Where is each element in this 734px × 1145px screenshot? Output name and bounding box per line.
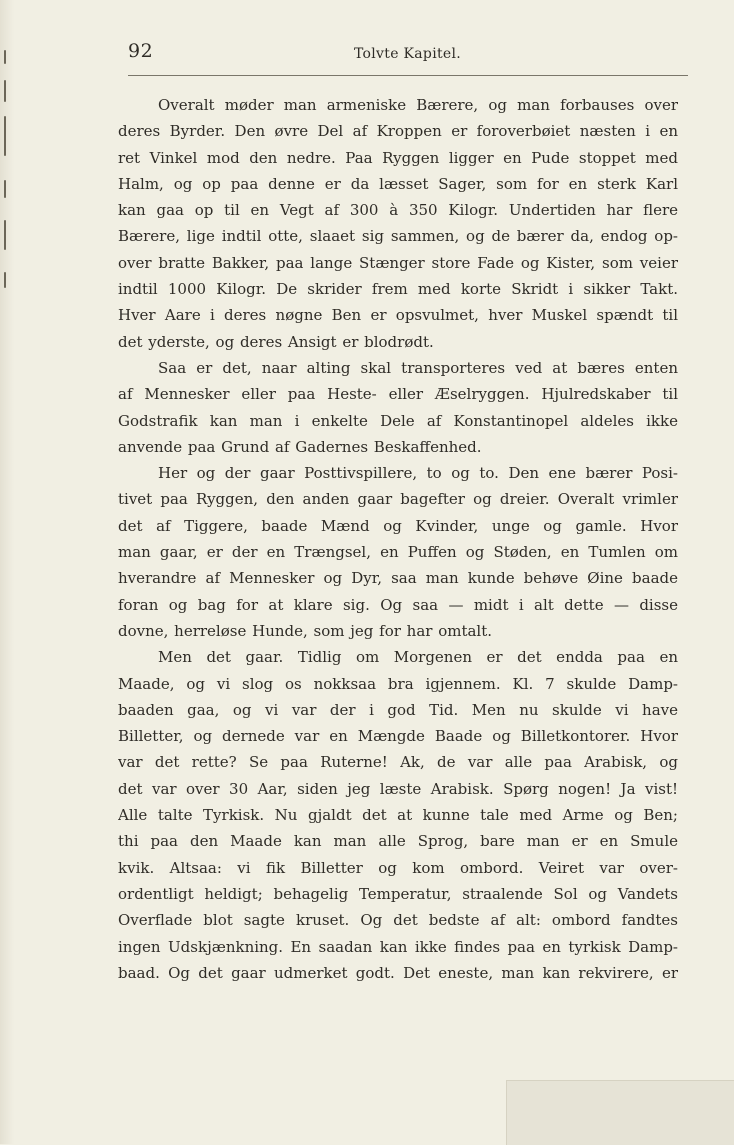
text-line: af Mennesker eller paa Heste- eller Æselryggen. Hjulredskaber til	[118, 385, 678, 404]
text-line: var det rette? Se paa Ruterne! Ak, de var alle paa Arabisk, og	[118, 753, 678, 772]
text-line: dovne, herreløse Hunde, som jeg for har omtalt.	[118, 621, 493, 640]
text-line: anvende paa Grund af Gadernes Beskaffenhed.	[118, 437, 482, 456]
body-text	[118, 92, 678, 986]
text-line: Billetter, og dernede var en Mængde Baade og Billetkontorer. Hvor	[118, 727, 678, 746]
text-line: foran og bag for at klare sig. Og saa — midt i alt dette — disse	[118, 595, 678, 614]
text-line: thi paa den Maade kan man alle Sprog, bare man er en Smule	[118, 832, 678, 851]
text-line: hverandre af Mennesker og Dyr, saa man kunde behøve Øine baade	[118, 569, 678, 588]
text-line: baaden gaa, og vi var der i god Tid. Men nu skulde vi have	[118, 700, 678, 719]
text-line: ordentligt heldigt; behagelig Temperatur, straalende Sol og Vandets	[118, 884, 678, 903]
text-line: Saa er det, naar alting skal transporteres ved at bæres enten	[158, 358, 678, 377]
header-rule	[128, 75, 688, 76]
text-line: Alle talte Tyrkisk. Nu gjaldt det at kunne tale med Arme og Ben;	[118, 806, 678, 825]
text-line: indtil 1000 Kilogr. De skrider frem med korte Skridt i sikker Takt.	[118, 280, 678, 299]
text-line: Halm, og op paa denne er da læsset Sager, som for en sterk Karl	[118, 174, 678, 193]
running-head: Tolvte Kapitel.	[354, 46, 462, 62]
binding-marks	[2, 50, 12, 310]
text-line: Men det gaar. Tidlig om Morgenen er det endda paa en	[158, 648, 678, 667]
text-line: kan gaa op til en Vegt af 300 à 350 Kilogr. Undertiden har flere	[118, 201, 678, 220]
text-line: Her og der gaar Posttivspillere, to og to. Den ene bærer Posi-	[158, 464, 678, 483]
text-line: over bratte Bakker, paa lange Stænger store Fade og Kister, som veier	[118, 253, 678, 272]
text-line: Overflade blot sagte kruset. Og det bedste af alt: ombord fandtes	[118, 911, 678, 930]
paragraph-4	[118, 644, 678, 986]
text-line: kvik. Altsaa: vi fik Billetter og kom ombord. Veiret var over-	[118, 858, 678, 877]
text-line: Maade, og vi slog os nokksaa bra igjennem. Kl. 7 skulde Damp-	[118, 674, 678, 693]
text-line: ingen Udskjænkning. En saadan kan ikke findes paa en tyrkisk Damp-	[118, 937, 678, 956]
scan-corner-plate	[506, 1080, 734, 1145]
text-line: det af Tiggere, baade Mænd og Kvinder, unge og gamle. Hvor	[118, 516, 678, 535]
page-header	[128, 40, 686, 74]
text-line: Bærere, lige indtil otte, slaaet sig sammen, og de bærer da, endog op-	[118, 227, 678, 246]
paragraph-3	[118, 460, 678, 644]
text-line: ret Vinkel mod den nedre. Paa Ryggen ligger en Pude stoppet med	[118, 148, 678, 167]
text-line: deres Byrder. Den øvre Del af Kroppen er foroverbøiet næsten i en	[118, 122, 678, 141]
text-line: det yderste, og deres Ansigt er blodrødt.	[118, 332, 434, 351]
text-line: Overalt møder man armeniske Bærere, og man forbauses over	[158, 96, 678, 114]
text-line: man gaar, er der en Trængsel, en Puffen og Støden, en Tumlen om	[118, 543, 678, 562]
text-line: tivet paa Ryggen, den anden gaar bagefter og dreier. Overalt vrimler	[118, 490, 678, 509]
text-line: Hver Aare i deres nøgne Ben er opsvulmet, hver Muskel spændt til	[118, 306, 678, 325]
page-number: 92	[128, 40, 154, 62]
text-line: det var over 30 Aar, siden jeg læste Arabisk. Spørg nogen! Ja vist!	[118, 779, 678, 798]
text-line: Godstrafik kan man i enkelte Dele af Konstantinopel aldeles ikke	[118, 411, 678, 430]
text-line: baad. Og det gaar udmerket godt. Det eneste, man kan rekvirere, er	[118, 963, 678, 982]
paragraph-1	[118, 92, 678, 355]
paragraph-2	[118, 355, 678, 460]
